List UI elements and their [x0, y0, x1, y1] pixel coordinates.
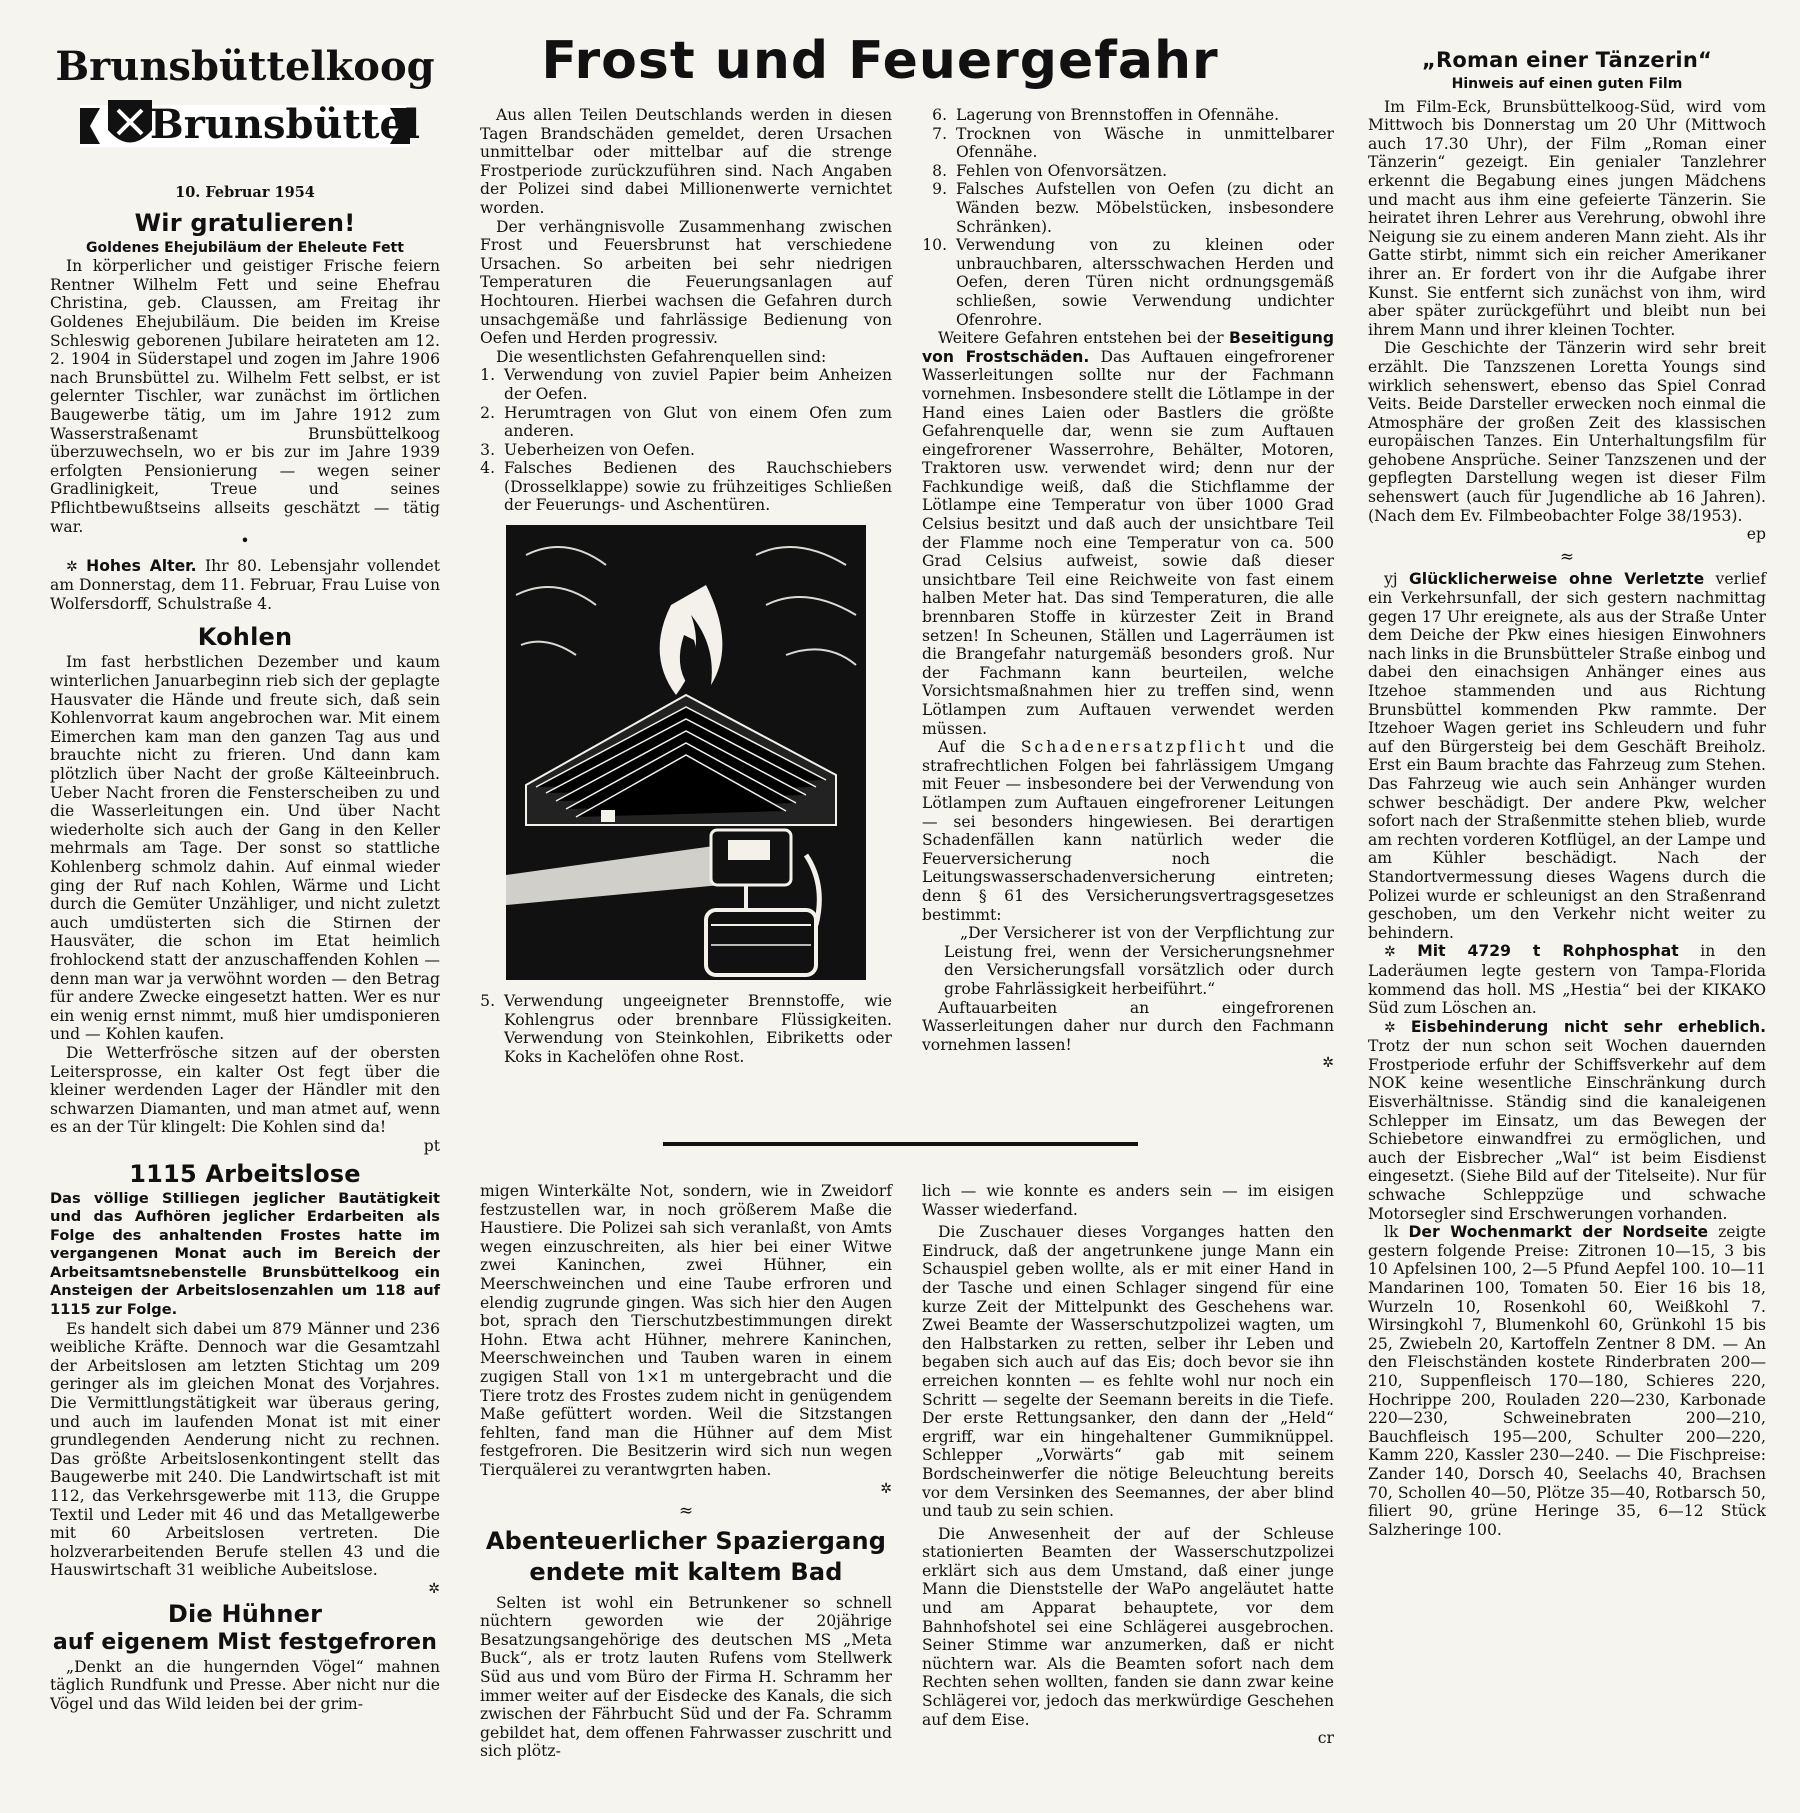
law-quote: „Der Versicherer ist von der Verpflichtung zur Leistung frei, wenn der Versicherungsnehmer den Versicherungsfall vorsätzlich oder durch grobe Fahrlässigkeit herbeiführt.“ [944, 924, 1334, 998]
star-icon: ✲ [880, 1480, 892, 1497]
arbeitslose-text: Es handelt sich dabei um 879 Männer und 236 weibliche Kräfte. Dennoch war die Gesamtzahl der Arbeitslosen am letzten Stichtag um 209 geringer als im gleichen Monat des Vorjahres. Die Vermittlungstätigkeit war überaus gering, und auch im laufenden Monat ist mit einer grundlegenden Aenderung nicht zu rechnen. Das größte Arbeitslosenkontingent stellt das Baugewerbe mit 240. Die Landwirtschaft ist mit 112, das Verkehrsgewerbe mit 113, die Gruppe Textil und Leder mit 46 und das Metallgewerbe mit 60 Arbeitslosen vertreten. Die holzverarbeitenden Berufe stellen 43 und die Hauswirtschaft 31 weibliche Aubeitslose. [50, 1319, 440, 1580]
spaziergang-continued-3: Die Anwesenheit der auf der Schleuse stationierten Beamten der Wasserschutzpolizei erklärt sich aus dem Umstand, daß einer junge Mann die Dienststelle der WaPo angeläutet hatte und am Apparat behauptete, vor dem Bahnhofshotel sei eine Schlägerei ausgebrochen. Seiner Stimme war anzumerken, daß er nicht nüchtern war. Als die Beamten sofort nach dem Rechten sehen wollten, fanden sie dann zwar keine Schlägerei vor, jedoch das merkwürdige Geschehen auf dem Eise. [922, 1524, 1334, 1729]
kohlen-title: Kohlen [197, 623, 293, 652]
roman-subtitle: Hinweis auf einen guten Film [1451, 76, 1683, 92]
alter-lead: Hohes Alter. [86, 556, 197, 575]
frostschaden-text: Das Auftauen eingefrorener Wasserleitungen sollte nur der Fachmann vornehmen. Insbesondere stellt die Lötlampe in der Hand eines Laien oder Bastlers die größte Gefahrenquelle dar, wenn sie zum Auftauen eingefrorener Wasserrohre, Behälter, Motoren, Traktoren usw. verwendet wird; denn nur der Fachkundige weiß, daß die Stichflamme der Lötlampe eine Temperatur von über 1000 Grad Celsius besitzt und daß auch der unsichtbare Teil der Flamme noch eine Temperatur von ca. 500 Grad Celsius aufweist, sowie daß dieser unsichtbare Teil eine Reichweite von fast einem halben Meter hat. Das sind Temperaturen, die alle brennbaren Stoffe in kürzester Zeit in Brand setzen! In Scheunen, Ställen und Lagerräumen ist die Brangefahr naturgemäß besonders groß. Nur der Fachmann kann beurteilen, welche Vorsichtsmaßnahmen hier zu treffen sind, wenn Lötlampen zum Auftauen verwendet werden müssen. [922, 347, 1334, 738]
kohlen-p1: Im fast herbstlichen Dezember und kaum winterlichen Januarbeginn rieb sich der geplagte Hausvater die Hände und freute sich, daß sein Kohlenvorrat kaum angebrochen war. Mit einem Eimerchen kam man den ganzen Tag aus und brauchte nicht zu frieren. Und dann kam plötzlich über Nacht der große Kälteeinbruch. Ueber Nacht froren die Fensterscheiben zu und die Wasserleitungen ein. Und über Nacht wiederholte sich auch der Gang in den Keller mehrmals am Tage. Der sonst so stattliche Kohlenberg schmolz dahin. Auf einmal wieder ging der Ruf nach Kohlen, Wärme und Licht durch die Gemüter Unzähliger, und nicht zuletzt auch umdüsterten sich die Stirnen der Hausväter, die schon im Etat heimlich frohlockend statt der anzuschaffenden Kohlen — denn man war ja verwöhnt worden — den Betrag für andere Zwecke eingesetzt hatten. Wer es nur ein wenig ernst nimmt, muß hier umdisponieren und — Kohlen kaufen. [50, 653, 440, 1044]
hazard-list-2 [480, 992, 892, 1066]
eis-lead: Eisbehinderung nicht sehr erheblich. [1410, 1017, 1766, 1036]
kohlen-p2: Die Wetterfrösche sitzen auf der obersten Leitersprosse, ein kalter Ost fegt über die kleiner werdenden Lager der Händler mit den schwarzen Diamanten, und man atmet auf, wenn es an der Tür klingelt: Die Kohlen sind da! [50, 1043, 440, 1137]
schadenersatz-lead-a: Auf die [938, 738, 1006, 757]
spaziergang-continued-1: lich — wie konnte es anders sein — im eisigen Wasser wiederfand. [922, 1182, 1334, 1219]
roman-p2: Die Geschichte der Tänzerin wird sehr breit erzählt. Die Tanzszenen Loretta Youngs sind wirklich sehenswert, ebenso das Spiel Conrad Veits. Beide Darsteller erwecken noch einmal die Atmosphäre der großen Zeit des klassischen europäischen Tanzes. Ein Unterhaltungsfilm für gehobene Ansprüche. Seiner Tanzszenen und der gepflegten Darstellung wegen ist dieser Film sehenswert (auch für Jugendliche ab 16 Jahren). (Nach dem Ev. Filmbeobachter Folge 38/1953). [1368, 339, 1766, 525]
arbeitslose-title: 1115 Arbeitslose [129, 1159, 361, 1188]
spaziergang-title-2: endete mit kaltem Bad [529, 1557, 843, 1586]
section-divider-rule [663, 1142, 1138, 1146]
masthead-line2: Brunsbüttel [149, 101, 421, 148]
left-column [50, 182, 440, 1713]
fire-p2: Der verhängnisvolle Zusammenhang zwischen Frost und Feuersbrunst hat verschiedene Ursachen. So arbeiten bei sehr niedrigen Temperaturen die Feuerungsanlagen auf Hochtouren. Hierbei wachsen die Gefahren durch unsachgemäße und fahrlässige Bedienung von Oefen und Herden progressiv. [480, 217, 892, 348]
list-item: 10. Verwendung von zu kleinen oder unbrauchbaren, altersschwachen Herden und Oefen, deren Türen nicht ordnungsgemäß schließen, sowie Verwendung undichter Ofenrohre. [952, 236, 1334, 329]
hazard-list-1 [480, 366, 892, 515]
unfall-tag: yj [1384, 570, 1398, 589]
mid-column-2 [922, 106, 1334, 1073]
list-item: 3. Ueberheizen von Oefen. [500, 441, 892, 460]
wave-divider-icon: ≈ [1559, 546, 1575, 567]
spaziergang-continued-2: Die Zuschauer dieses Vorganges hatten den Eindruck, daß der angetrunkene junge Mann ein Schauspiel geben wollte, als er mit einer Hand in der Tasche und einen Schlager singend für eine kurze Zeit der Mittelpunkt des Geschehens war. Zwei Beamte der Wasserschutzpolizei wagten, um den Halbstarken zu retten, selber ihr Leben und begaben sich auch auf das Eis; doch bevor sie ihn erreichen konnten — es fehlte wohl nur noch ein Schritt — segelte der Seemann bereits in die Tiefe. Der erste Rettungsanker, den dann der „Held“ ergriff, war ein hingehaltener Gummiknüppel. Schlepper „Vorwärts“ gab mit seinem Bordscheinwerfer die nötige Beleuchtung bereits vor dem Versinken des Seemannes, der aber blind und taub zu sein schien. [922, 1223, 1334, 1521]
lower-mid-column [480, 1182, 892, 1761]
list-item: 4. Falsches Bedienen des Rauchschiebers (Drosselklappe) sowie zu frühzeitiges Schließen der Feuerungs- und Aschentüren. [500, 459, 892, 515]
markt-lead: Der Wochenmarkt der Nordseite [1408, 1223, 1709, 1242]
huehner-title-1: Die Hühner [167, 1599, 323, 1628]
star-icon: ✲ [1384, 1019, 1396, 1036]
kohlen-signature: pt [423, 1136, 440, 1155]
coat-of-arms-icon [108, 100, 152, 143]
unfall-lead: Glücklicherweise ohne Verletzte [1408, 570, 1705, 589]
right-column [1368, 44, 1766, 1539]
huehner-text: „Denkt an die hungernden Vögel“ mahnen täglich Rundfunk und Presse. Aber nicht nur die Vögel und das Wild leiden bei der grim- [50, 1657, 440, 1713]
hazard-list-3 [922, 106, 1334, 329]
gratulieren-title: Wir gratulieren! [134, 208, 356, 237]
masthead-line1: Brunsbüttelkoog [55, 43, 435, 90]
markt-text: zeigte gestern folgende Preise: Zitronen 10—15, 3 bis 10 Apfelsinen 100, 2—5 Pfund Aepfel 100. 10—11 Mandarinen 100, Tomaten 50. Eier 16 bis 18, Wurzeln 10, Rosenkohl 60, Weißkohl 7. Wirsingkohl 7, Blumenkohl 60, Grünkohl 15 bis 25, Zwiebeln 20, Kartoffeln Zentner 8 DM. — An den Fleischständen kostete Rinderbraten 200—210, Suppenfleisch 170—180, Schieres 220, Hochrippe 200, Rouladen 220—230, Karbonade 220—230, Schweinebraten 200—210, Bauchfleisch 195—200, Schulter 200—220, Kamm 220, Kassler 230—240. — Die Fischpreise: Zander 140, Dorsch 40, Seelachs 40, Brachsen 70, Schollen 40—50, Plötze 35—40, Rotbarsch 50, filiert 90, grüne Heringe 35, 6—12 Stück Salzheringe 100. [1368, 1223, 1766, 1539]
gratulieren-subtitle: Goldenes Ehejubiläum der Eheleute Fett [86, 239, 404, 256]
rohphosphat-text: in den Laderäumen legte gestern von Tampa-Florida kommend das holl. MS „Hestia“ bei der KIKAKO Süd zum Löschen an. [1368, 942, 1766, 1018]
gratulieren-text: In körperlicher und geistiger Frische feiern Rentner Wilhelm Fett und seine Ehefrau Christina, geb. Claussen, am Freitag ihr Goldenes Ehejubiläum. Die beiden im Kreise Schleswig geborenen Jubilare heirateten am 12. 2. 1904 in Süderstapel und zogen im Jahre 1906 nach Brunsbüttel zu. Wilhelm Fett selbst, er ist gelernter Tischler, war zunächst im örtlichen Baugewerbe tätig, um im Jahre 1912 zum Wasserstraßenamt Brunsbüttelkoog überzuwechseln, wo er bis zur im Jahre 1939 erfolgten Pensionierung — wegen seiner Gradlinigkeit, Treue und seines Pflichtbewußtseins allseits geschätzt — tätig war. [50, 257, 440, 536]
roman-title: „Roman einer Tänzerin“ [1422, 48, 1712, 72]
blowtorch-house-illustration [506, 525, 866, 980]
eis-text: Trotz der nun schon seit Wochen dauernden Frostperiode erfuhr der Schiffsverkehr auf dem NOK keine wesentliche Einschränkung durch Eisverhältnisse. Ständig sind die kanaleigenen Schlepper im Einsatz, um das Bewegen der Schiebetore einwandfrei zu ermöglichen, und auch der Eisbrecher „Wal“ ist beim Eisdienst eingesetzt. (Siehe Bild auf der Titelseite). Nur für schwache Schleppzüge und schwache Motorsegler sind Erschwerungen vorhanden. [1368, 1037, 1766, 1223]
main-headline: Frost und Feuergefahr [541, 31, 1219, 91]
wave-divider-icon: ≈ [678, 1501, 694, 1522]
fire-p3: Die wesentlichsten Gefahrenquellen sind: [496, 347, 827, 366]
huehner-continued: migen Winterkälte Not, sondern, wie in Zweidorf festzustellen war, in noch größerem Maße die Haustiere. Die Polizei sah sich veranlaßt, von Amts wegen einzuschreiten, als hier bei einer Witwe zwei Kaninchen, zwei Hühner, ein Meerschweinchen und eine Taube erfroren und elendig zugrunde gingen. Was sich hier den Augen bot, sprach den Tierschutzbestimmungen direkt Hohn. Etwa acht Hühner, mehrere Kaninchen, Meerschweinchen und Tauben waren in einem zugigen Stall von 1×1 m untergebracht und die Tiere trotz des Frostes zudem nicht in genügendem Maße gefüttert worden. Weil die Sitzstangen fehlten, fand man die Hühner auf dem Mist festgefroren. Die Besitzerin wird sich nun wegen Tierquälerei zu verantwgrten haben. [480, 1182, 892, 1479]
issue-date: 10. Februar 1954 [175, 184, 315, 201]
markt-tag: lk [1384, 1223, 1399, 1242]
frostschaden-lead-b: Beseitigung von Frostschäden. [922, 329, 1334, 366]
list-item: 1. Verwendung von zuviel Papier beim Anheizen der Oefen. [500, 366, 892, 403]
fire-p1: Aus allen Teilen Deutschlands werden in diesen Tagen Brandschäden gemeldet, deren Ursachen unmittelbar oder mittelbar auf die strenge Frostperiode zurückzuführen sind. Nach Angaben der Polizei sind dabei Millionenwerte vernichtet worden. [480, 106, 892, 217]
rohphosphat-lead: Mit 4729 t Rohphosphat [1417, 942, 1679, 961]
list-item: 6. Lagerung von Brennstoffen in Ofennähe. [952, 106, 1334, 125]
list-item: 7. Trocknen von Wäsche in unmittelbarer Ofennähe. [952, 125, 1334, 162]
arbeitslose-lead: Das völlige Stilliegen jeglicher Bautätigkeit und das Aufhören jeglicher Erdarbeiten als Folge des anhaltenden Frostes hatte im vergangenen Monat auch im Bereich der Arbeitsamtsnebenstelle Brunsbüttelkoog ein Ansteigen der Arbeitslosenzahlen um 118 auf 1115 zur Folge. [50, 1189, 440, 1319]
masthead [55, 30, 435, 160]
unfall-text: verlief ein Verkehrsunfall, der sich gestern nachmittag gegen 17 Uhr ereignete, als aus der Straße Unter dem Deiche der Pkw eines hiesigen Einwohners nach links in die Brunsbütteler Straße einbog und dabei den einachsigen Anhänger eines aus Itzehoe stammenden und aus Richtung Brunsbüttel kommenden Pkw rammte. Der Itzehoer Wagen geriet ins Schleudern und fuhr auf den Bürgersteig bei dem Geschäft Breiholz. Erst ein Baum brachte das Fahrzeug zum Stehen. Das Fahrzeug wie auch sein Anhänger wurden schwer beschädigt. Der andere Pkw, welcher sofort nach der Straßenmitte stehen blieb, wurde am rechten vorderen Kotflügel, an der Lampe und am Kühler beschädigt. Nach der Standortvermessung dieses Wagens durch die Polizei wurde er schleunigst an den Straßenrand geschoben, um den Verkehr nicht weiter zu behindern. [1368, 570, 1766, 942]
star-icon: ✲ [1322, 1055, 1334, 1072]
roman-p1: Im Film-Eck, Brunsbüttelkoog-Süd, wird vom Mittwoch bis Donnerstag um 20 Uhr (Mittwoch auch 17.30 Uhr), der Film „Roman einer Tänzerin“ gezeigt. Ein genialer Tanzlehrer erkennt die Begabung eines jungen Mädchens und macht aus ihm eine gefeierte Tänzerin. Sie heiratet ihren Lehrer aus Verehrung, obwohl ihre Neigung sie zu einem anderen Mann zieht. Als ihr Gatte stirbt, nimmt sich ein reicher Amerikaner ihrer an. Er fordert von ihr die Aufgabe ihrer Kunst. Sie entfernt sich zunächst von ihm, wird aber später zurückgeführt und bleibt nun bei ihrem Mann und ihrer kleinen Tochter. [1368, 97, 1766, 339]
huehner-title-2: auf eigenem Mist festgefroren [52, 1629, 438, 1655]
mid-column [480, 106, 892, 1066]
spaziergang-title-1: Abenteuerlicher Spaziergang [485, 1526, 887, 1555]
list-item: 5. Verwendung ungeeigneter Brennstoffe, wie Kohlengrus oder brennbare Flüssigkeiten. Verwendung von Steinkohlen, Eibriketts oder Koks in Kachelöfen ohne Rost. [500, 992, 892, 1066]
list-item: 9. Falsches Aufstellen von Oefen (zu dicht an Wänden bezw. Möbelstücken, insbesondere Schränken). [952, 180, 1334, 236]
star-icon: ✲ [1384, 944, 1396, 961]
schadenersatz-text: und die strafrechtlichen Folgen bei fahrlässigem Umgang mit Feuer — insbesondere bei der Verwendung von Lötlampen zum Auftauen eingefrorener Leitungen — sei besonders hingewiesen. Bei derartigen Schadenfällen kann natürlich weder die Feuerversicherung noch die Leitungswasserschadenversicherung eintreten; denn § 61 des Versicherungsvertragsgesetzes bestimmt: [922, 738, 1334, 924]
star-icon: ✲ [428, 1580, 440, 1597]
masthead-logo [55, 30, 435, 160]
star-icon: ✲ [66, 558, 78, 575]
roman-signature: ep [1746, 525, 1766, 544]
spaziergang-signature: cr [1317, 1729, 1334, 1748]
frostschaden-lead-a: Weitere Gefahren entstehen bei der [938, 329, 1224, 348]
spaziergang-text: Selten ist wohl ein Betrunkener so schnell nüchtern geworden wie der 20jährige Besatzungsangehörige des deutschen MS „Meta Buck“, als er trotz lauten Rufens vom Stellwerk Süd aus und vom Büro der Firma H. Schramm her immer weiter auf der Eisdecke des Kanals, die sich zwischen der Fährbucht Süd und der Fa. Schramm gebildet hat, dem offenen Fahrwasser zuschritt und sich plötz- [480, 1593, 892, 1761]
list-item: 2. Herumtragen von Glut von einem Ofen zum anderen. [500, 404, 892, 441]
fire-closing: Auftauarbeiten an eingefrorenen Wasserleitungen daher nur durch den Fachmann vornehmen lassen! [922, 998, 1334, 1054]
alter-text: Ihr 80. Lebensjahr vollendet am Donnerstag, dem 11. Februar, Frau Luise von Wolfersdorff, Schulstraße 4. [50, 556, 440, 613]
bullet-divider: • [240, 532, 250, 551]
list-item: 8. Fehlen von Ofenvorsätzen. [952, 162, 1334, 181]
schadenersatz-lead-b: Schadenersatzpflicht [1020, 738, 1249, 757]
lower-mid-column-2 [922, 1182, 1334, 1748]
